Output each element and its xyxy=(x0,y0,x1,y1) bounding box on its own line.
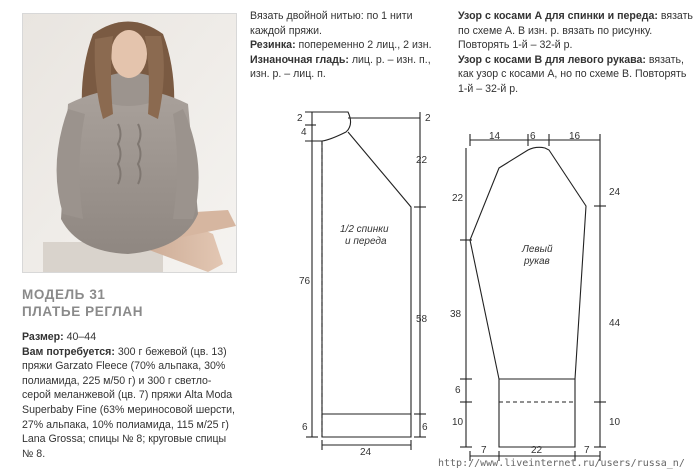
body-dim-hem-right: 6 xyxy=(422,422,428,433)
pattern-b-text: вязать, как узор с косами А, но по схеме В. Повторять 1-й – 32-й р. xyxy=(458,53,687,95)
need-value: 300 г бежевой (цв. 13) пряжи Garzato Fleece (70% альпака, 30% полиамида, 225 м/50 г) и 300 г светло-серой меланжевой (цв. 7) пряжи Alta Moda Superbaby Fine (63% мериносовой шерсти, 27% альпака, 10% полиамида, 115 м/25 г) Lana Grossa; спицы № 8; круговые спицы № 8. xyxy=(22,345,235,460)
pattern-b-label: Узор с косами В для левого рукава: xyxy=(458,53,646,66)
sleeve-dim-cuff-left: 10 xyxy=(452,417,464,428)
size-label: Размер: xyxy=(22,331,64,343)
yarn-intro: Вязать двойной нитью: по 1 нити каждой пряжи. xyxy=(250,10,413,37)
sleeve-dim-cap-right: 24 xyxy=(609,187,621,198)
body-dim-hem-left: 6 xyxy=(302,422,308,433)
watermark-link[interactable]: http://www.liveinternet.ru/users/russa_n/ xyxy=(438,458,685,469)
need-label: Вам потребуется: xyxy=(22,345,115,358)
sleeve-dim-bottom-right: 7 xyxy=(584,445,590,456)
body-dim-total: 76 xyxy=(299,276,311,287)
purl-label: Изнаночная гладь: xyxy=(250,53,349,66)
sleeve-dim-top-mid: 6 xyxy=(530,131,536,142)
body-dim-top-left-b: 4 xyxy=(301,127,307,138)
size-value: 40–44 xyxy=(63,331,97,343)
sleeve-dim-cap-left: 22 xyxy=(452,193,464,204)
body-label-line2: и переда xyxy=(345,236,387,247)
pattern-a-text: вязать по схеме А. В изн. р. вязать по рисунку. Повторять 1-й – 32-й р. xyxy=(458,10,693,52)
sleeve-dim-bottom-left: 7 xyxy=(481,445,487,456)
body-dim-width: 24 xyxy=(360,447,372,458)
body-dim-top-right: 2 xyxy=(425,113,431,124)
body-dim-top-left-a: 2 xyxy=(297,113,303,124)
body-outline xyxy=(322,112,411,437)
sleeve-dim-arm: 38 xyxy=(450,309,462,320)
sleeve-dim-top-left: 14 xyxy=(489,131,501,142)
sleeve-dim-cuff-mark: 6 xyxy=(455,385,461,396)
body-dim-raglan: 22 xyxy=(416,155,428,166)
rib-label: Резинка: xyxy=(250,39,296,52)
sleeve-label-line1: Левый xyxy=(522,244,553,255)
pattern-a-label: Узор с косами А для спинки и переда: xyxy=(458,10,658,22)
sleeve-dim-cuff-right: 10 xyxy=(609,417,621,428)
model-number: МОДЕЛЬ 31 xyxy=(22,287,106,302)
sleeve-dim-top-right: 16 xyxy=(569,131,581,142)
model-name: ПЛАТЬЕ РЕГЛАН xyxy=(22,304,144,319)
body-label-line1: 1/2 спинки xyxy=(340,224,389,235)
purl-text: лиц. р. – изн. п., изн. р. – лиц. п. xyxy=(250,53,431,81)
sleeve-dim-arm-right: 44 xyxy=(609,318,621,329)
rib-text: попеременно 2 лиц., 2 изн. xyxy=(295,39,432,52)
body-dim-side: 58 xyxy=(416,314,428,325)
sleeve-label-line2: рукав xyxy=(524,256,550,267)
sleeve-dim-bottom-mid: 22 xyxy=(531,445,543,456)
